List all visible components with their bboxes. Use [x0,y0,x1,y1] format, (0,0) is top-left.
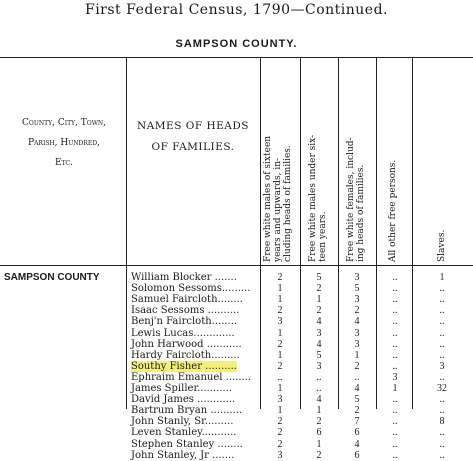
count-cell: 3 [277,394,283,406]
table-row [0,394,473,405]
head-of-family-name: John Harwood ........... [131,338,242,350]
count-cell: 1 [277,283,283,295]
header-line: Free white males under six- [308,134,318,262]
count-cell: .. [439,449,445,461]
count-cell: .. [392,327,398,339]
header-location-line: County, City, Town, [22,118,106,128]
count-cell: 3 [354,294,360,306]
head-of-family-name: Samuel Faircloth........ [131,294,243,306]
table-row [0,294,473,305]
header-col-males-16-up [263,60,297,262]
count-cell: 4 [316,338,322,350]
count-cell: .. [392,405,398,417]
county-heading: SAMPSON COUNTY. [175,38,298,50]
count-cell: 2 [277,305,283,317]
table-row [0,383,473,394]
count-cell: .. [316,371,322,383]
count-cell: .. [392,427,398,439]
head-of-family-name: Bartrum Bryan .......... [131,405,243,417]
header-col-other-free [388,60,400,262]
table-top-rule [0,57,473,58]
count-cell: 8 [439,416,445,428]
head-of-family-name: Ephraim Emanuel ........ [131,371,252,383]
count-cell: 4 [354,316,360,328]
count-cell: 4 [316,316,322,328]
head-of-family-name: Leven Stanley........... [131,427,237,439]
count-cell: 3 [439,360,445,372]
table-row [0,272,473,283]
count-cell: 2 [316,416,322,428]
count-cell: 1 [277,294,283,306]
table-row [0,450,473,461]
count-cell: 32 [437,383,447,394]
count-cell: .. [439,427,445,439]
count-cell: 1 [277,383,283,394]
count-cell: 2 [277,272,283,283]
table-row [0,283,473,294]
count-cell: 7 [354,416,360,428]
header-names-line: NAMES OF HEADS [137,120,249,132]
page-title: First Federal Census, 1790—Continued. [84,2,388,18]
section-label: SAMPSON COUNTY [4,272,100,283]
table-row [0,361,473,372]
count-cell: .. [439,438,445,450]
head-of-family-name: John Stanley, Jr ....... [131,449,235,461]
count-cell: .. [392,416,398,428]
count-cell: 5 [316,349,322,361]
count-cell: .. [439,305,445,317]
count-cell: 3 [354,327,360,339]
count-cell: 1 [439,272,445,283]
count-cell: 3 [392,371,398,383]
count-cell: 2 [277,427,283,439]
count-cell: 1 [277,405,283,417]
count-cell: 2 [277,416,283,428]
header-line: Slaves. [437,229,447,262]
count-cell: 1 [316,294,322,306]
header-col-males-under-16 [308,60,330,262]
header-names [128,116,258,158]
head-of-family-name: William Blocker ....... [131,272,237,283]
count-cell: 5 [354,283,360,295]
count-cell: .. [392,438,398,450]
count-cell: 3 [316,360,322,372]
count-cell: 3 [354,338,360,350]
count-cell: 5 [354,394,360,406]
count-cell: 1 [316,405,322,417]
table-row [0,439,473,450]
table-row [0,316,473,327]
count-cell: 3 [316,327,322,339]
count-cell: .. [439,405,445,417]
head-of-family-name: James Spiller........... [131,383,233,394]
header-location [2,113,126,173]
head-of-family-name: Southy Fisher .......... [131,360,237,372]
count-cell: 6 [354,427,360,439]
count-cell: 2 [316,305,322,317]
count-cell: .. [392,349,398,361]
count-cell: 5 [316,272,322,283]
header-line: ing heads of families. [356,164,366,262]
count-cell: 6 [316,427,322,439]
header-col-females [346,60,368,262]
count-cell: 2 [354,305,360,317]
count-cell: .. [392,294,398,306]
head-of-family-name: Hardy Faircloth......... [131,349,240,361]
count-cell: 2 [277,360,283,372]
head-of-family-name: Lewis Lucas............. [131,327,235,339]
table-row [0,427,473,438]
table-row [0,328,473,339]
count-cell: 2 [316,449,322,461]
count-cell: 1 [277,349,283,361]
count-cell: .. [392,360,398,372]
table-row [0,305,473,316]
table-header-bottom-rule [0,265,473,266]
count-cell: .. [392,305,398,317]
count-cell: .. [392,283,398,295]
count-cell: 3 [277,449,283,461]
header-names-line: OF FAMILIES. [151,141,235,153]
count-cell: .. [392,394,398,406]
count-cell: .. [439,349,445,361]
header-line: All other free persons. [388,159,398,262]
table-row [0,416,473,427]
count-cell: 3 [277,316,283,328]
count-cell: 1 [354,349,360,361]
count-cell: .. [439,327,445,339]
header-line: cluding heads of families. [283,145,293,262]
count-cell: 4 [316,394,322,406]
count-cell: .. [354,371,360,383]
count-cell: .. [439,294,445,306]
count-cell: 1 [316,438,322,450]
count-cell: 2 [316,283,322,295]
header-line: Free white females, includ- [346,137,356,262]
count-cell: .. [439,338,445,350]
header-location-line: Etc. [54,158,74,168]
count-cell: 4 [354,383,360,394]
table-row [0,405,473,416]
header-col-slaves [437,60,449,262]
count-cell: 1 [277,327,283,339]
header-line: years and upwards, in- [273,157,283,262]
header-line: teen years. [318,211,328,262]
head-of-family-name: Stephen Stanley ........ [131,438,243,450]
table-row [0,372,473,383]
header-location-line: Parish, Hundred, [28,138,100,148]
count-cell: .. [439,316,445,328]
count-cell: .. [392,338,398,350]
count-cell: .. [439,371,445,383]
count-cell: .. [439,394,445,406]
head-of-family-name: Solomon Sessoms......... [131,283,251,295]
count-cell: .. [392,272,398,283]
count-cell: .. [277,371,283,383]
count-cell: .. [392,316,398,328]
head-of-family-name: John Stanly, Sr......... [131,416,234,428]
head-of-family-name: David James ............ [131,394,236,406]
count-cell: .. [392,449,398,461]
count-cell: 2 [354,360,360,372]
count-cell: .. [439,283,445,295]
count-cell: 1 [392,383,398,394]
header-line: Free white males of sixteen [263,135,273,262]
count-cell: 2 [354,405,360,417]
head-of-family-name: Isaac Sessoms .......... [131,305,240,317]
head-of-family-name: Benj'n Faircloth........ [131,316,238,328]
count-cell: 4 [354,438,360,450]
table-row [0,350,473,361]
count-cell: 3 [354,272,360,283]
table-row [0,339,473,350]
count-cell: 2 [277,438,283,450]
count-cell: .. [316,383,322,394]
count-cell: 6 [354,449,360,461]
count-cell: 2 [277,338,283,350]
